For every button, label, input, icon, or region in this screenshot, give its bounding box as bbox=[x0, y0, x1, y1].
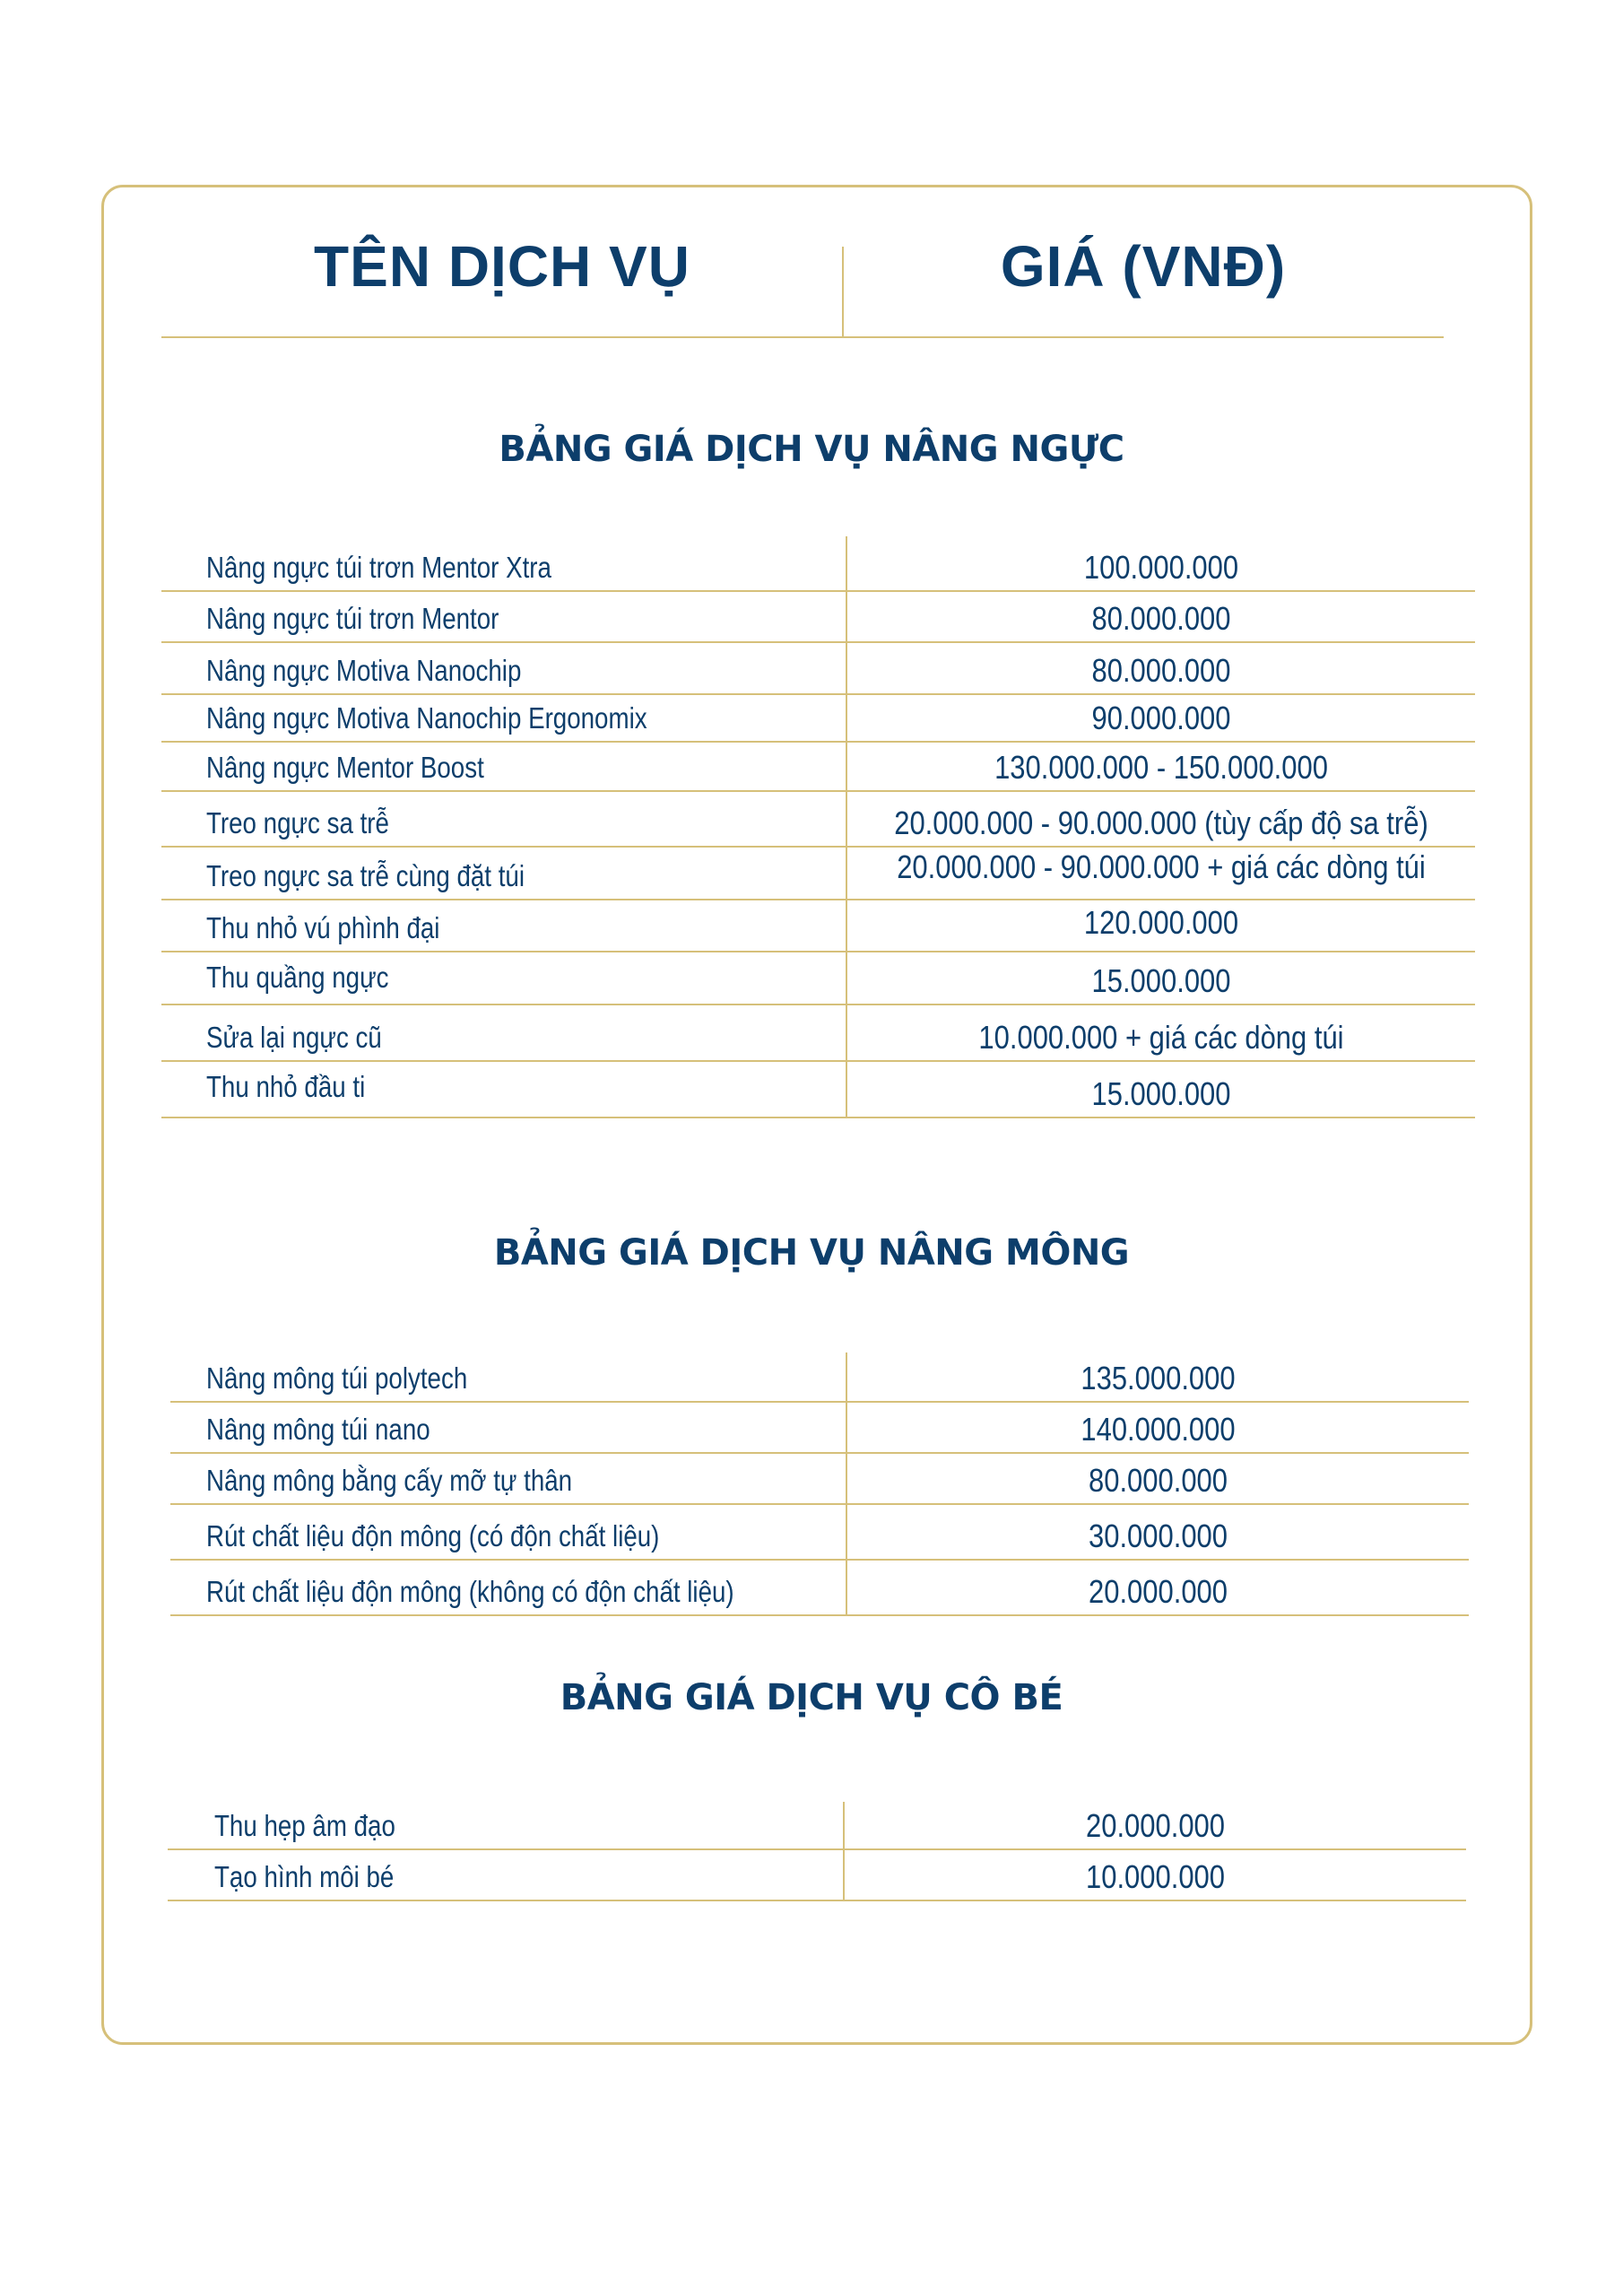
service-price: 100.000.000 bbox=[1083, 549, 1239, 586]
table-row bbox=[161, 536, 1475, 592]
service-name: Treo ngực sa trễ bbox=[206, 806, 389, 839]
table-row bbox=[161, 1062, 1475, 1118]
service-name: Thu nhỏ đầu ti bbox=[206, 1070, 366, 1103]
table-row bbox=[161, 900, 1475, 952]
service-price: 135.000.000 bbox=[1081, 1360, 1236, 1396]
service-name: Nâng mông túi polytech bbox=[206, 1361, 468, 1395]
table-row bbox=[161, 952, 1475, 1005]
service-name: Treo ngực sa trễ cùng đặt túi bbox=[206, 859, 525, 892]
service-name: Nâng ngực túi trơn Mentor bbox=[206, 602, 499, 635]
section-title-intimate: BẢNG GIÁ DỊCH VỤ CÔ BÉ bbox=[560, 1677, 1063, 1718]
section-title-breast: BẢNG GIÁ DỊCH VỤ NÂNG NGỰC bbox=[499, 429, 1124, 470]
table-row bbox=[170, 1403, 1469, 1454]
table-row bbox=[161, 792, 1475, 848]
table-breast bbox=[161, 536, 1475, 1118]
service-name: Nâng ngực Mentor Boost bbox=[206, 751, 484, 784]
service-price: 80.000.000 bbox=[1091, 652, 1231, 689]
service-name: Thu nhỏ vú phình đại bbox=[206, 911, 440, 944]
service-price: 90.000.000 bbox=[1091, 700, 1231, 736]
table-row bbox=[161, 643, 1475, 695]
service-price: 80.000.000 bbox=[1091, 600, 1231, 637]
service-name: Nâng mông túi nano bbox=[206, 1413, 430, 1446]
header-service-name: TÊN DỊCH VỤ bbox=[314, 234, 690, 299]
table-intimate bbox=[168, 1802, 1466, 1901]
service-price: 20.000.000 - 90.000.000 (tùy cấp độ sa trễ) bbox=[894, 804, 1428, 841]
service-price: 20.000.000 - 90.000.000 + giá các dòng túi bbox=[897, 848, 1426, 885]
table-row bbox=[161, 1005, 1475, 1062]
table-row bbox=[161, 592, 1475, 643]
service-name: Thu hẹp âm đạo bbox=[214, 1809, 395, 1842]
table-row bbox=[170, 1505, 1469, 1561]
service-price: 30.000.000 bbox=[1089, 1518, 1228, 1554]
section-title-buttocks: BẢNG GIÁ DỊCH VỤ NÂNG MÔNG bbox=[493, 1232, 1130, 1274]
table-row bbox=[161, 695, 1475, 743]
service-price: 10.000.000 bbox=[1086, 1858, 1225, 1895]
service-price: 130.000.000 - 150.000.000 bbox=[994, 749, 1328, 786]
table-row bbox=[170, 1454, 1469, 1505]
table-header bbox=[161, 215, 1444, 338]
table-row bbox=[170, 1352, 1469, 1403]
table-buttocks bbox=[170, 1352, 1469, 1616]
service-name: Nâng ngực Motiva Nanochip Ergonomix bbox=[206, 701, 647, 735]
service-price: 15.000.000 bbox=[1091, 1075, 1231, 1112]
service-price: 140.000.000 bbox=[1081, 1411, 1236, 1448]
service-name: Rút chất liệu độn mông (có độn chất liệu) bbox=[206, 1519, 660, 1552]
service-name: Nâng ngực Motiva Nanochip bbox=[206, 654, 522, 687]
table-row bbox=[161, 848, 1475, 900]
service-price: 80.000.000 bbox=[1089, 1462, 1228, 1499]
service-name: Thu quầng ngực bbox=[206, 961, 389, 994]
service-price: 20.000.000 bbox=[1086, 1807, 1225, 1844]
service-name: Nâng ngực túi trơn Mentor Xtra bbox=[206, 551, 551, 584]
service-name: Sửa lại ngực cũ bbox=[206, 1021, 382, 1054]
service-price: 20.000.000 bbox=[1089, 1573, 1228, 1610]
table-row bbox=[161, 743, 1475, 792]
service-price: 120.000.000 bbox=[1083, 904, 1239, 941]
table-row bbox=[170, 1561, 1469, 1616]
service-name: Rút chất liệu độn mông (không có độn chất liệu) bbox=[206, 1575, 734, 1608]
service-price: 15.000.000 bbox=[1091, 962, 1231, 999]
service-name: Tạo hình môi bé bbox=[214, 1860, 395, 1893]
service-name: Nâng mông bằng cấy mỡ tự thân bbox=[206, 1464, 573, 1497]
table-row bbox=[168, 1802, 1466, 1850]
service-price: 10.000.000 + giá các dòng túi bbox=[978, 1019, 1344, 1056]
header-price: GIÁ (VNĐ) bbox=[1000, 234, 1287, 299]
table-row bbox=[168, 1850, 1466, 1901]
